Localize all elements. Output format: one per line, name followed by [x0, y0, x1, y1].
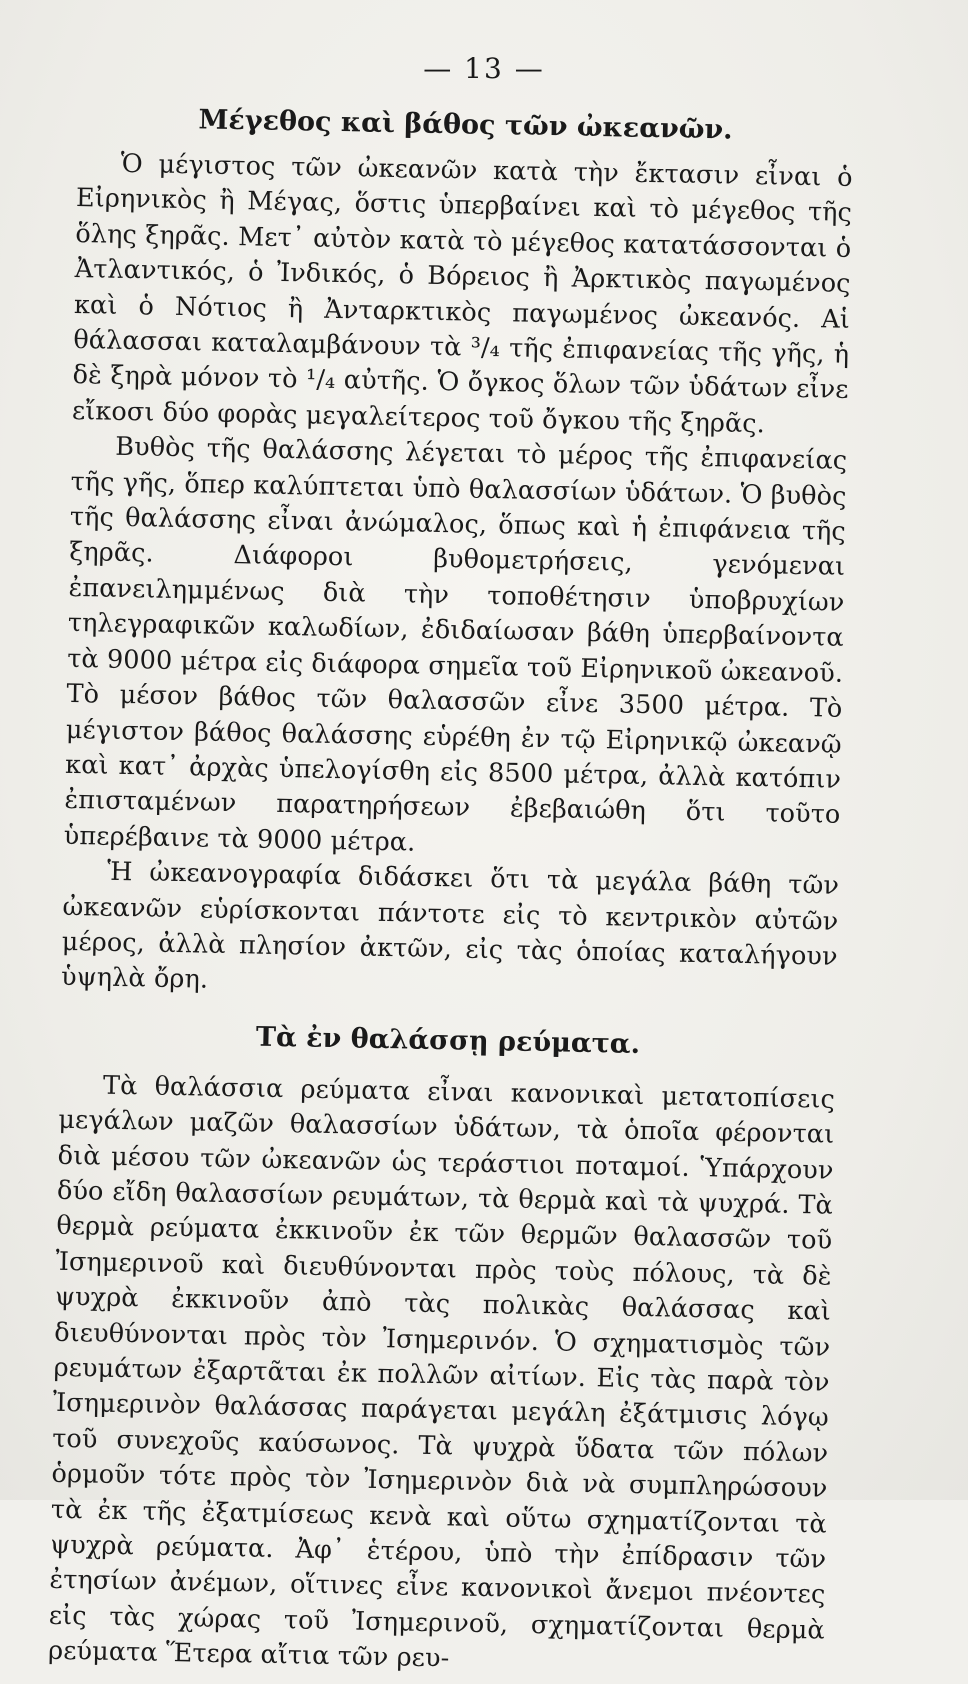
paragraph-oceanography: Ἡ ὠκεανογραφία διδάσκει ὅτι τὰ μεγάλα βάθη τῶν ὠκεανῶν εὑρίσκονται πάντοτε εἰς τὸ κεντρικὸν αὐτῶν μέρος, ἀλλὰ πλησίον ἀκτῶν, εἰς τὰς ὁποίας καταλήγουν ὑψηλὰ ὄρη.	[60, 856, 840, 996]
section-title-size-depth: Μέγεθος καὶ βάθος τῶν ὠκεανῶν.	[198, 104, 733, 146]
section-title-currents: Τὰ ἐν θαλάσσῃ ρεύματα.	[255, 1021, 641, 1060]
paragraph-sea-bottom: Βυθὸς τῆς θαλάσσης λέγεται τὸ μέρος τῆς ἐπιφανείας τῆς γῆς, ὅπερ καλύπτεται ὑπὸ θαλασσίων ὑδάτων. Ὁ βυθὸς τῆς θαλάσσης εἶναι ἀνώμαλος, ὅπως καὶ ἡ ἐπιφάνεια τῆς ξηρᾶς. Διάφοροι βυθομετρήσεις, γενόμεναι ἐπανειλημμένως διὰ τὴν τοποθέτησιν ὑποβρυχίων τηλεγραφικῶν καλωδίων, ἐδιδαίωσαν βάθη ὑπερβαίνοντα τὰ 9000 μέτρα εἰς διάφορα σημεῖα τοῦ Εἰρηνικοῦ ὠκεανοῦ. Τὸ μέσον βάθος τῶν θαλασσῶν εἶνε 3500 μέτρα. Τὸ μέγιστον βάθος θαλάσσης εὑρέθη ἐν τῷ Εἰρηνικῷ ὠκεανῷ καὶ κατ᾽ ἀρχὰς ὑπελογίσθη εἰς 8500 μέτρα, ἀλλὰ κατόπιν ἐπισταμένων παρατηρήσεων ἐβεβαιώθη ὅτι τοῦτο ὑπερέβαινε τὰ 9000 μέτρα.	[63, 432, 848, 858]
text-block	[48, 98, 854, 1684]
page-number: — 13 —	[423, 52, 545, 85]
paragraph-currents: Τὰ θαλάσσια ρεύματα εἶναι κανονικαὶ μετατοπίσεις μεγάλων μαζῶν θαλασσίων ὑδάτων, τὰ ὁποῖα φέρονται διὰ μέσου τῶν ὠκεανῶν ὡς τεράστιοι ποταμοί. Ὑπάρχουν δύο εἴδη θαλασσίων ρευμάτων, τὰ θερμὰ καὶ τὰ ψυχρά. Τὰ θερμὰ ρεύματα ἐκκινοῦν ἐκ τῶν θερμῶν θαλασσῶν τοῦ Ἰσημερινοῦ καὶ διευθύνονται πρὸς τοὺς πόλους, τὰ δὲ ψυχρὰ ἐκκινοῦν ἀπὸ τὰς πολικὰς θαλάσσας καὶ διευθύνονται πρὸς τὸν Ἰσημερινόν. Ὁ σχηματισμὸς τῶν ρευμάτων ἐξαρτᾶται ἐκ πολλῶν αἰτίων. Εἰς τὰς παρὰ τὸν Ἰσημερινὸν θαλάσσας παράγεται μεγάλη ἐξάτμισις λόγῳ τοῦ συνεχοῦς καύσωνος. Τὰ ψυχρὰ ὕδατα τῶν πόλων ὁρμοῦν τότε πρὸς τὸν Ἰσημερινὸν διὰ νὰ συμπληρώσουν τὰ ἐκ τῆς ἐξατμίσεως κενὰ καὶ οὕτω σχηματίζονται τὰ ψυχρὰ ρεύματα. Ἀφ᾽ ἑτέρου, ὑπὸ τὴν ἐπίδρασιν τῶν ἐτησίων ἀνέμων, οἵτινες εἶνε κανονικοὶ ἄνεμοι πνέοντες εἰς τὰς χώρας τοῦ Ἰσημερινοῦ, σχηματίζονται θερμὰ ρεύματα Ἕτερα αἴτια τῶν ρευ-	[47, 1070, 836, 1674]
paragraph-oceans-size: Ὁ μέγιστος τῶν ὠκεανῶν κατὰ τὴν ἔκτασιν εἶναι ὁ Εἰρηνικὸς ἢ Μέγας, ὅστις ὑπερβαίνει καὶ τὸ μέγεθος τῆς ὅλης ξηρᾶς. Μετ᾽ αὐτὸν κατὰ τὸ μέγεθος κατατάσσονται ὁ Ἀτλαντικός, ὁ Ἰνδικός, ὁ Βόρειος ἢ Ἀρκτικὸς παγωμένος καὶ ὁ Νότιος ἢ Ἀνταρκτικὸς παγωμένος ὠκεανός. Αἱ θάλασσαι καταλαμβάνουν τὰ ³/₄ τῆς ἐπιφανείας τῆς γῆς, ἡ δὲ ξηρὰ μόνον τὸ ¹/₄ αὐτῆς. Ὁ ὄγκος ὅλων τῶν ὑδάτων εἶνε εἴκοσι δύο φορὰς μεγαλείτερος τοῦ ὄγκου τῆς ξηρᾶς.	[71, 148, 853, 440]
